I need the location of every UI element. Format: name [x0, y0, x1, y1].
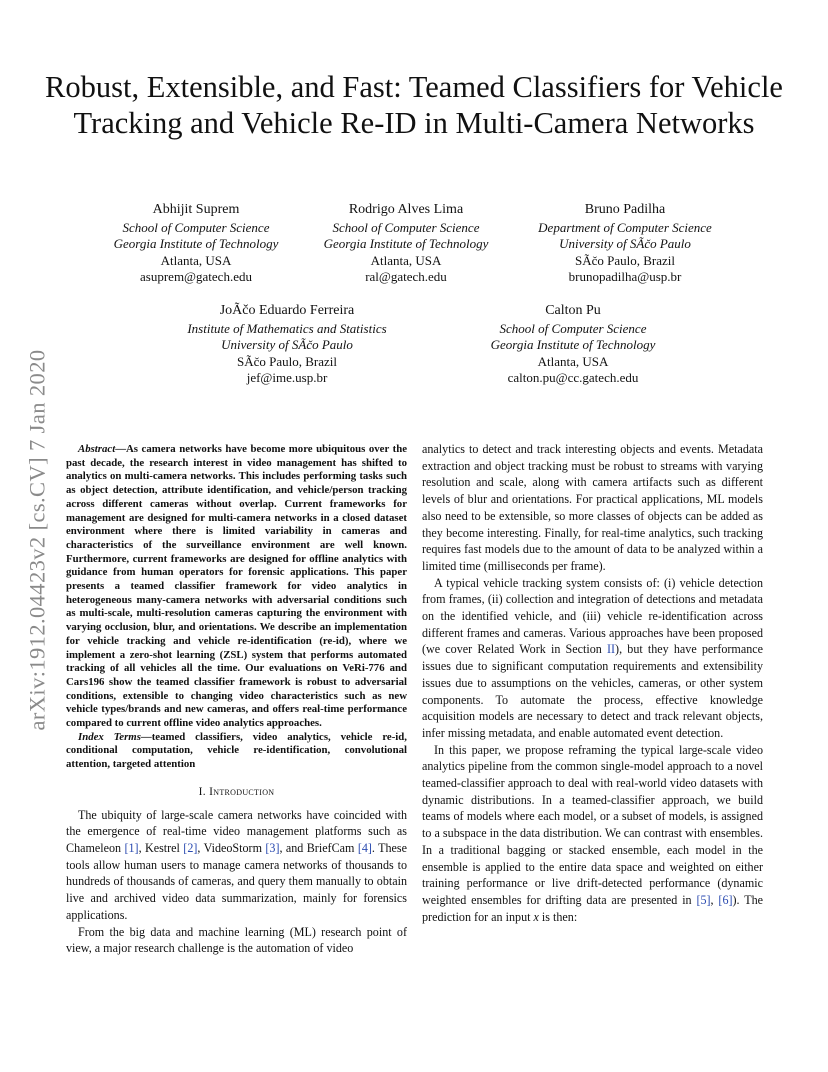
author-block-5 — [463, 303, 683, 387]
citation-link[interactable]: [3] — [265, 840, 280, 855]
section-heading-introduction — [66, 784, 407, 801]
author-department: Institute of Mathematics and Statistics — [187, 320, 387, 336]
author-block-3 — [510, 202, 740, 286]
author-institution: Georgia Institute of Technology — [113, 236, 279, 252]
arxiv-identifier[interactable]: arXiv:1912.04423v2 [cs.CV] 7 Jan 2020 — [24, 349, 50, 731]
author-location: Atlanta, USA — [370, 252, 442, 268]
arxiv-stamp — [22, 300, 52, 780]
author-block-1 — [86, 202, 306, 286]
citation-link[interactable]: [1] — [124, 840, 139, 855]
intro-paragraph-2: From the big data and machine learning (ML) research point of view, a major research challenge is the automation of video — [66, 924, 407, 956]
section-title: Introduction — [209, 785, 275, 798]
citation-link[interactable]: [2] — [183, 840, 198, 855]
author-location: SÃčo Paulo, Brazil — [574, 252, 675, 268]
citation-link[interactable]: [6] — [718, 892, 733, 907]
paper-title: Robust, Extensible, and Fast: Teamed Classifiers for Vehicle Tracking and Vehicle Re-ID in Multi-Camera Networks — [45, 70, 783, 140]
author-email[interactable]: jef@ime.usp.br — [246, 370, 328, 386]
author-email[interactable]: ral@gatech.edu — [365, 269, 447, 285]
index-terms-text: —teamed classifiers, video analytics, vehicle re-id, conditional computation, vehicle re-identification, convolutional attention, targeted attention — [66, 730, 408, 771]
left-column — [66, 443, 407, 957]
right-paragraph-1: analytics to detect and track interesting objects and events. Metadata extraction and object tracking must be robust to streams with varying resolution and scale, along with camera artifacts such as different levels of blur and orientations. For practical applications, ML models also need to be extensible, so more classes of objects can be added as they become interesting. Finally, for real-time analytics, such tracking requires fast models due to the amount of data to be analyzed within a limited time (milliseconds per frame). — [422, 442, 763, 573]
math-variable: x — [533, 909, 539, 924]
author-block-4 — [157, 303, 417, 387]
citation-link[interactable]: [5] — [696, 892, 711, 907]
right-paragraph-2: A typical vehicle tracking system consists of: (i) vehicle detection from frames, (ii) collection and integration of detections and metadata on the identified vehicle, and (iii) vehicle re-identification across different frames and cameras. Various approaches have been proposed (we cover Related Work in Section II), but they have performance issues due to significant computation requirements and extensibility issues due to assumptions on the vehicles, cameras, or other system components. To automate the process, effective knowledge acquisition models are necessary to detect and track relevant objects, infer missing metadata, and enable automated event detection. — [422, 575, 763, 740]
right-paragraph-3: In this paper, we propose reframing the typical large-scale video analytics pipeline from the common single-model approach to a novel teamed-classifier approach to deal with real-world video datasets with dynamic distributions. In a teamed-classifier approach, we build teams of models where each model, or a subset of models, is assigned to a subspace in the data distribution. We can contrast with ensembles. In a traditional bagging or stacked ensemble, each model in the ensemble is applied to the entire data space and weighted on either training performance or live drift-detected performance (dynamic weighted ensembles for drifting data are presented in [5], [6]). The prediction for an input x is then: — [422, 742, 764, 924]
author-location: Atlanta, USA — [537, 353, 609, 369]
index-terms-label: Index Terms — [78, 730, 141, 743]
author-institution: Georgia Institute of Technology — [323, 236, 489, 252]
author-name: Bruno Padilha — [584, 202, 666, 217]
author-department: Department of Computer Science — [538, 219, 712, 235]
author-email[interactable]: asuprem@gatech.edu — [140, 269, 252, 285]
author-name: Abhijit Suprem — [152, 202, 240, 217]
author-institution: University of SÃčo Paulo — [221, 337, 353, 353]
abstract-text: —As camera networks have become more ubiquitous over the past decade, the research interest in video management has shifted to analytics on multi-camera networks. This includes performing tasks such as object detection, attribute identification, and vehicle/person tracking across different cameras without overlap. Current frameworks for management are designed for multi-camera networks in a closed dataset environment where there is limited variability in cameras and characteristics of the surveillance environment are well known. Furthermore, current frameworks are designed for offline analytics with guidance from human operators for forensic applications. This paper presents a teamed classifier framework for video analytics in heterogeneous many-camera networks with adversarial conditions such as multi-scale, multi-resolution cameras capturing the environment with varying occlusion, blur, and orientations. We describe an implementation for vehicle tracking and vehicle re-identification (re-id), where we implement a zero-shot learning (ZSL) system that performs automated tracking of all vehicles all the time. Our evaluations on VeRi-776 and Cars196 show the teamed classifier framework is robust to adversarial conditions, extensible to changing video characteristics such as new vehicle types/brands and new cameras, and offers real-time performance compared to current offline video analytics approaches. — [66, 443, 407, 730]
author-name: Rodrigo Alves Lima — [348, 202, 464, 217]
author-name: JoÃčo Eduardo Ferreira — [219, 303, 355, 318]
author-institution: University of SÃčo Paulo — [559, 236, 691, 252]
author-name: Calton Pu — [545, 303, 601, 318]
section-link[interactable]: II — [606, 642, 616, 657]
citation-link[interactable]: [4] — [357, 840, 372, 855]
intro-paragraph-1: The ubiquity of large-scale camera networks have coincided with the emergence of real-time video management platforms such as Chameleon [1], Kestrel [2], VideoStorm [3], and BriefCam [4]. These tools allow human users to manage camera networks of thousands to hundreds of thousands of cameras, and query them manually to obtain live and archived video data summarization, mainly for forensics applications. — [66, 807, 407, 922]
author-department: School of Computer Science — [499, 320, 647, 336]
author-block-2 — [296, 202, 516, 286]
author-location: Atlanta, USA — [160, 252, 232, 268]
right-column — [422, 441, 763, 925]
author-location: SÃčo Paulo, Brazil — [236, 353, 337, 369]
author-institution: Georgia Institute of Technology — [490, 337, 656, 353]
section-number: I. — [198, 785, 206, 798]
author-department: School of Computer Science — [332, 219, 480, 235]
abstract-label: Abstract — [78, 443, 116, 455]
author-email[interactable]: brunopadilha@usp.br — [568, 269, 682, 285]
author-department: School of Computer Science — [122, 219, 270, 235]
author-email[interactable]: calton.pu@cc.gatech.edu — [507, 370, 639, 386]
abstract — [66, 443, 407, 772]
